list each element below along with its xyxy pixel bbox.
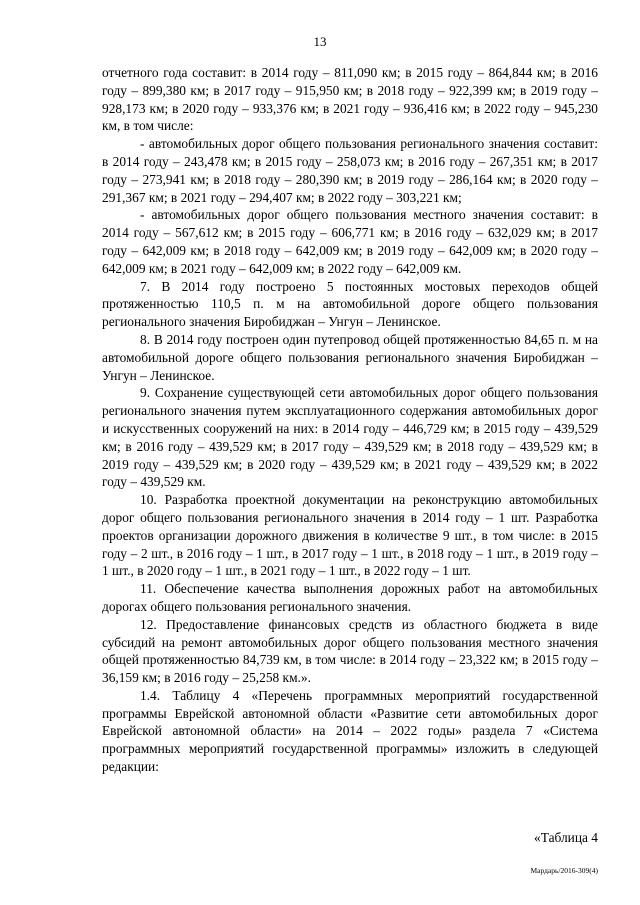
paragraph-local-roads: - автомобильных дорог общего пользования местного значения составит: в 2014 году – 567,612 км; в 2015 году – 606,771 км; в 2016 году – 632,029 км; в 2017 году – 642,009 км; в 2018 году – 642,009 км; в 2019 году – 642,009 км; в 2020 году – 642,009 км; в 2021 году – 642,009 км; в 2022 году – 642,009 км. (102, 207, 598, 276)
paragraph-item-1-4: 1.4. Таблицу 4 «Перечень программных мероприятий государственной программы Еврейской автономной области «Развитие сети автомобильных дорог Еврейской автономной области» на 2014 – 2022 годы» раздела 7 «Система программных мероприятий государственной программы» изложить в следующей редакции: (102, 687, 598, 775)
page-number: 13 (313, 34, 327, 49)
paragraph-item-10: 10. Разработка проектной документации на реконструкцию автомобильных дорог общего пользования регионального значения в 2014 году – 1 шт. Разработка проектов организации дорожного движения в количестве 9 шт., в том числе: в 2015 году – 2 шт., в 2016 году – 1 шт., в 2017 году – 1 шт., в 2018 году – 1 шт., в 2019 году – 1 шт., в 2020 году – 1 шт., в 2021 году – 1 шт., в 2022 году – 1 шт. (102, 492, 598, 579)
paragraph-item-12: 12. Предоставление финансовых средств из областного бюджета в виде субсидий на ремонт автомобильных дорог общего пользования местного значения общей протяженностью 84,739 км, в том числе: в 2014 году – 23,322 км; в 2015 году – 36,159 км; в 2016 году – 25,258 км.». (102, 616, 598, 686)
paragraph-total-length: отчетного года составит: в 2014 году – 811,090 км; в 2015 году – 864,844 км; в 2016 году – 899,380 км; в 2017 году – 915,950 км; в 2018 году – 922,399 км; в 2019 году – 928,173 км; в 2020 году – 933,376 км; в 2021 году – 936,416 км; в 2022 году – 945,230 км, в том числе: (102, 65, 598, 134)
footer-code: Мардарь/2016-309(4) (530, 866, 598, 875)
paragraph-item-7: 7. В 2014 году построено 5 постоянных мостовых переходов общей протяженностью 110,5 п. м на автомобильной дороге общего пользования регионального значения Биробиджан – Унгун – Ленинское. (102, 278, 598, 330)
paragraph-item-8: 8. В 2014 году построен один путепровод общей протяженностью 84,65 п. м на автомобильной дороге общего пользования регионального значения Биробиджан – Унгун – Ленинское. (102, 331, 598, 383)
paragraph-item-11: 11. Обеспечение качества выполнения дорожных работ на автомобильных дорогах общего пользования регионального значения. (102, 581, 598, 614)
paragraph-regional-roads: - автомобильных дорог общего пользования регионального значения составит: в 2014 году – 243,478 км; в 2015 году – 258,073 км; в 2016 году – 267,351 км; в 2017 году – 273,941 км; в 2018 году – 280,390 км; в 2019 году – 286,164 км; в 2020 году – 291,367 км; в 2021 году – 294,407 км; в 2022 году – 303,221 км; (102, 136, 598, 205)
document-body (102, 64, 598, 776)
table-label: «Таблица 4 (534, 830, 598, 845)
paragraph-item-9: 9. Сохранение существующей сети автомобильных дорог общего пользования регионального значения путем эксплуатационного содержания автомобильных дорог и искусственных сооружений на них: в 2014 году – 446,729 км; в 2015 году – 439,529 км; в 2016 году – 439,529 км; в 2017 году – 439,529 км; в 2018 году – 439,529 км; в 2019 году – 439,529 км; в 2020 году – 439,529 км; в 2021 году – 439,529 км; в 2022 году – 439,529 км. (102, 385, 598, 490)
